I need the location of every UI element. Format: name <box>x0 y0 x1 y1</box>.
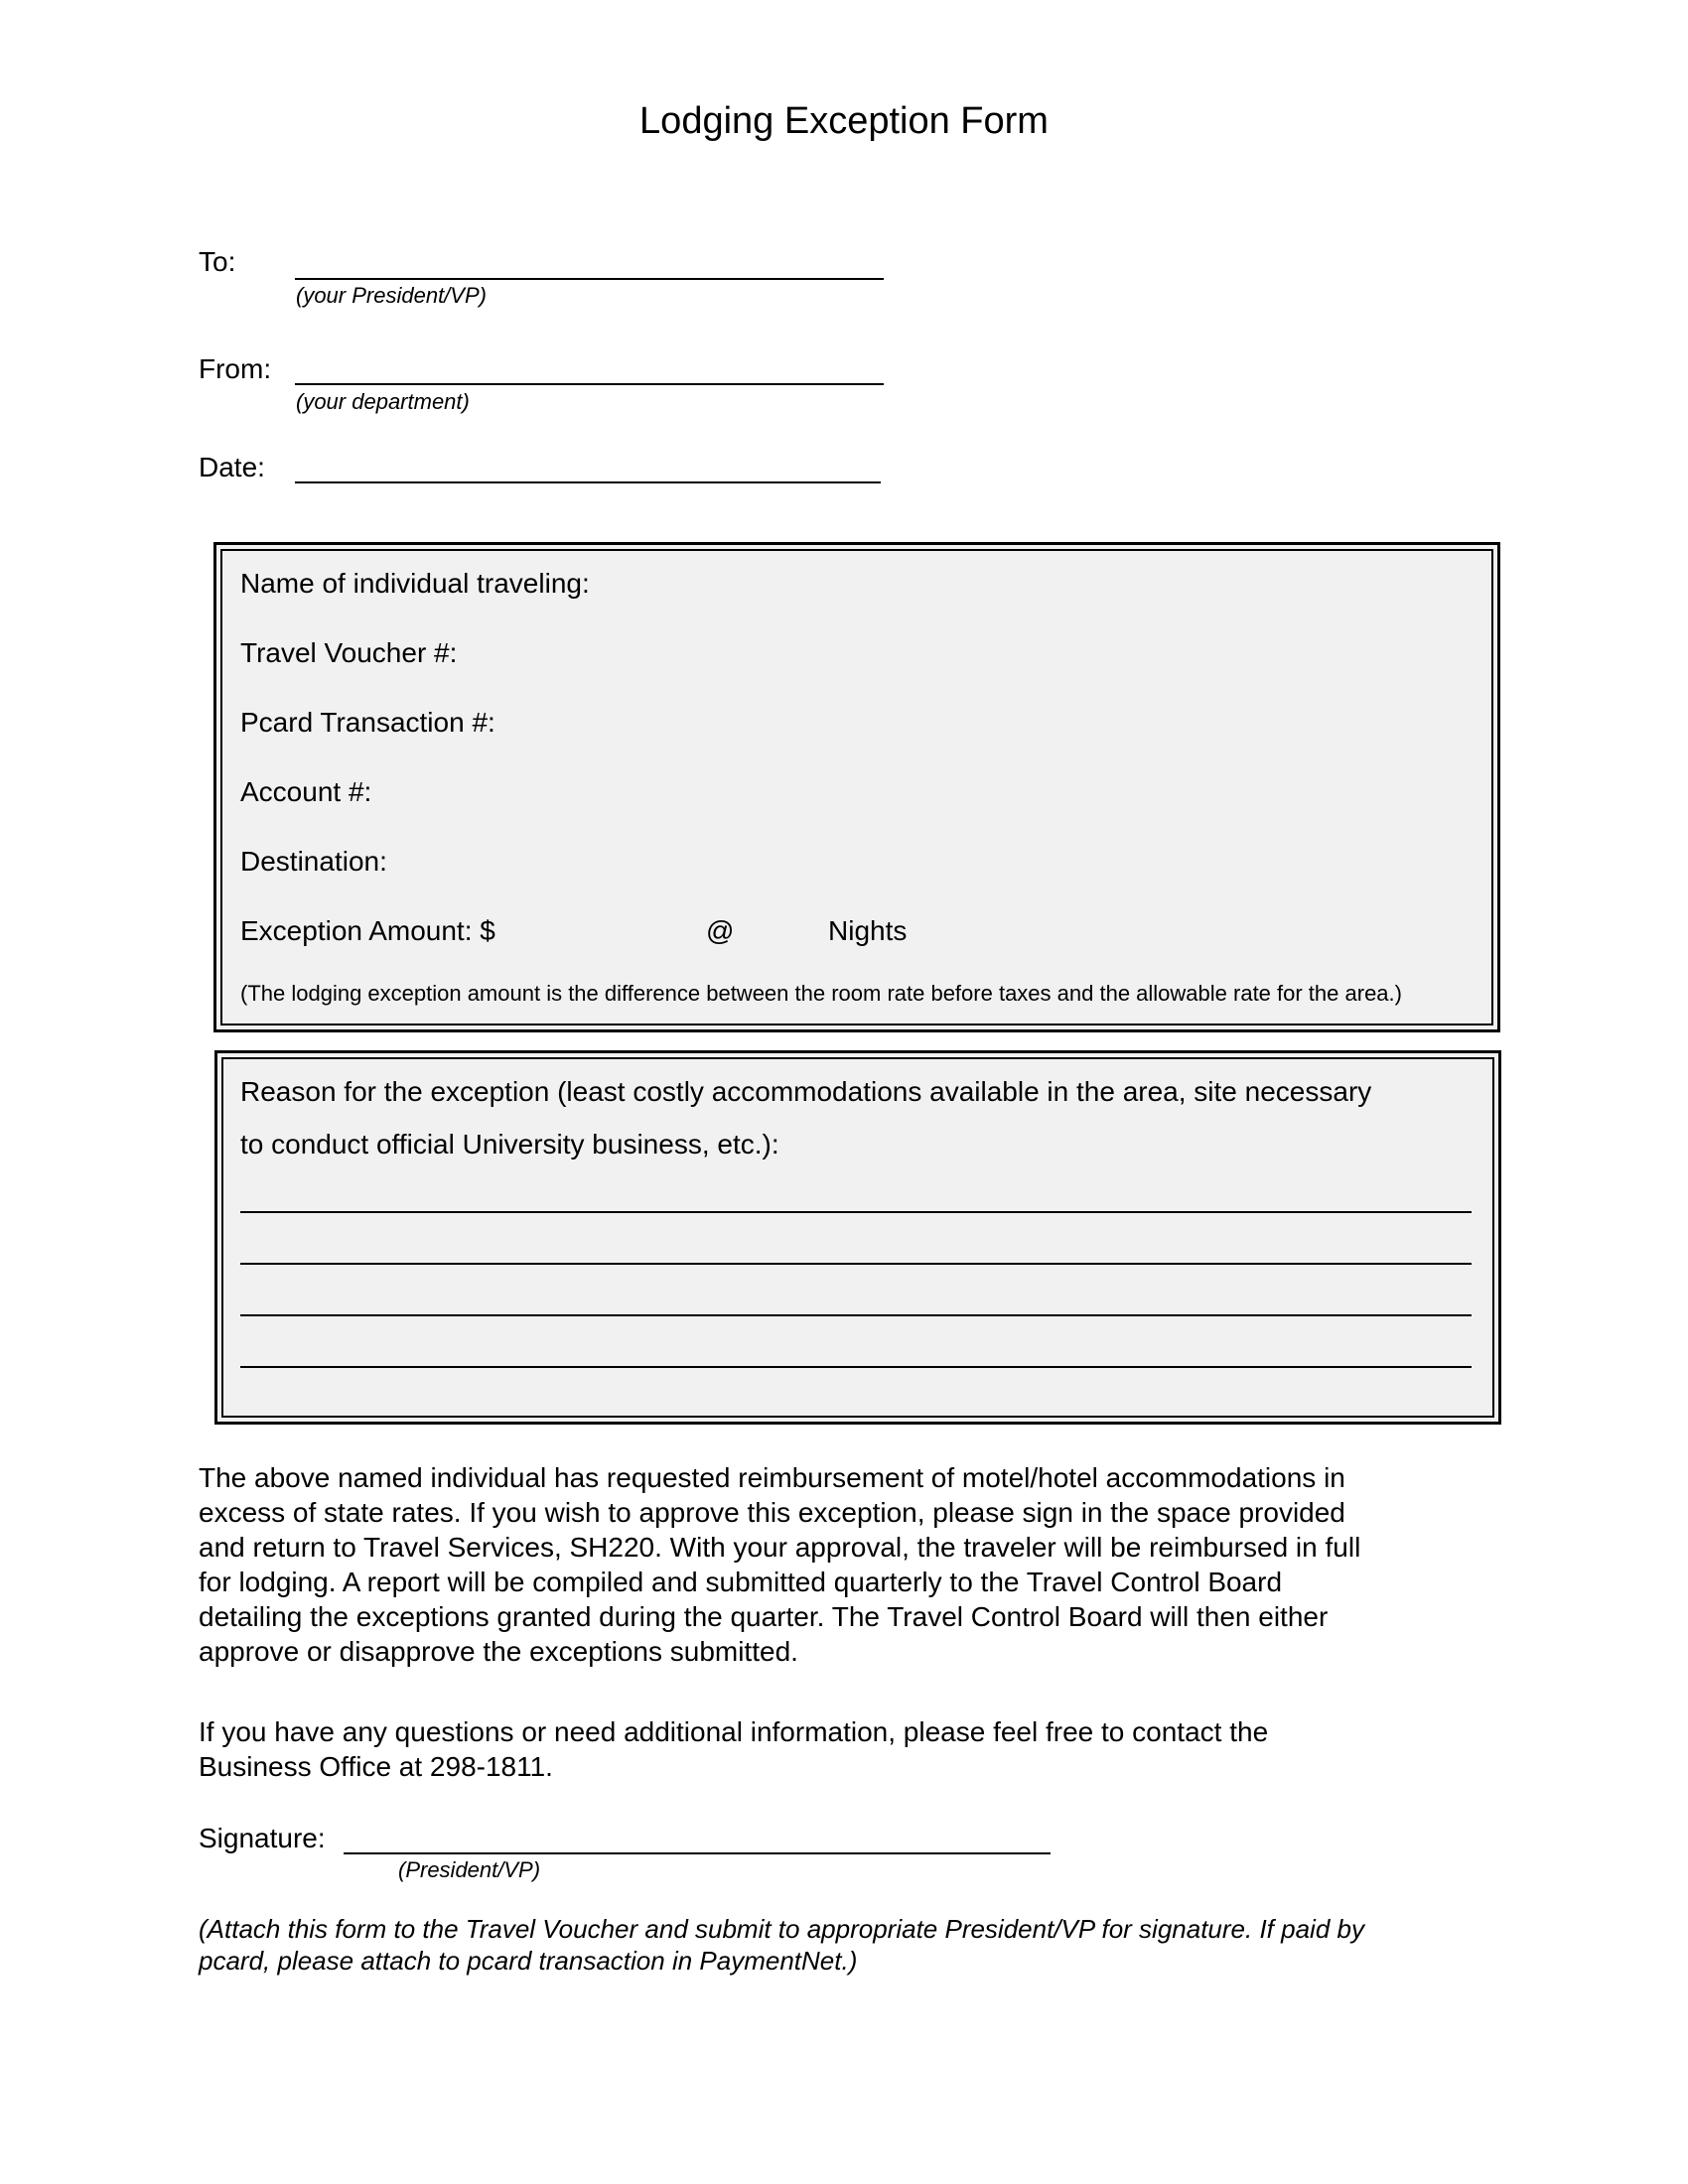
from-label: From: <box>199 353 272 384</box>
signature-hint: (President/VP) <box>398 1857 541 1882</box>
approval-paragraph-line: for lodging. A report will be compiled and submitted quarterly to the Travel Control Board <box>199 1567 1283 1597</box>
to-field[interactable] <box>295 278 884 280</box>
approval-paragraph-line: detailing the exceptions granted during the quarter. The Travel Control Board will then either <box>199 1601 1329 1632</box>
nights-label: Nights <box>828 915 908 946</box>
contact-paragraph-line: Business Office at 298-1811. <box>199 1751 553 1782</box>
reason-line-4[interactable] <box>240 1366 1472 1368</box>
to-hint: (your President/VP) <box>296 283 487 308</box>
reason-label-line2: to conduct official University business, etc.): <box>240 1129 779 1160</box>
attachment-instructions-line: (Attach this form to the Travel Voucher and submit to appropriate President/VP for signature. If paid by <box>199 1914 1364 1944</box>
exception-amount-note: (The lodging exception amount is the difference between the room rate before taxes and the allowable rate for the area.) <box>240 981 1402 1006</box>
date-label: Date: <box>199 452 265 482</box>
destination-label: Destination: <box>240 846 387 877</box>
page-title: Lodging Exception Form <box>639 100 1049 142</box>
date-field[interactable] <box>295 481 881 483</box>
travel-voucher-label: Travel Voucher #: <box>240 637 458 668</box>
signature-label: Signature: <box>199 1823 326 1853</box>
approval-paragraph-line: The above named individual has requested reimbursement of motel/hotel accommodations in <box>199 1462 1345 1493</box>
approval-paragraph-line: approve or disapprove the exceptions submitted. <box>199 1636 798 1667</box>
reason-inner-border <box>221 1057 1494 1418</box>
reason-label-line1: Reason for the exception (least costly accommodations available in the area, site necessary <box>240 1076 1372 1107</box>
approval-paragraph-line: excess of state rates. If you wish to approve this exception, please sign in the space provided <box>199 1497 1345 1528</box>
from-field[interactable] <box>295 383 884 385</box>
reason-line-2[interactable] <box>240 1263 1472 1265</box>
traveler-details-box <box>213 542 1500 1032</box>
at-symbol: @ <box>706 915 735 946</box>
to-label: To: <box>199 246 236 277</box>
attachment-instructions-line: pcard, please attach to pcard transaction in PaymentNet.) <box>199 1946 858 1976</box>
signature-field[interactable] <box>344 1852 1051 1854</box>
reason-line-1[interactable] <box>240 1211 1472 1213</box>
from-hint: (your department) <box>296 389 470 414</box>
contact-paragraph <box>199 1714 1509 1784</box>
traveler-name-label: Name of individual traveling: <box>240 568 590 599</box>
approval-paragraph-line: and return to Travel Services, SH220. With your approval, the traveler will be reimbursed in full <box>199 1532 1361 1563</box>
pcard-transaction-label: Pcard Transaction #: <box>240 707 495 738</box>
attachment-instructions <box>199 1913 1489 1977</box>
traveler-details-inner-border <box>220 549 1493 1025</box>
approval-paragraph <box>199 1460 1509 1669</box>
contact-paragraph-line: If you have any questions or need additional information, please feel free to contact the <box>199 1716 1269 1747</box>
account-label: Account #: <box>240 776 372 807</box>
reason-line-3[interactable] <box>240 1314 1472 1316</box>
exception-amount-label: Exception Amount: $ <box>240 915 495 946</box>
